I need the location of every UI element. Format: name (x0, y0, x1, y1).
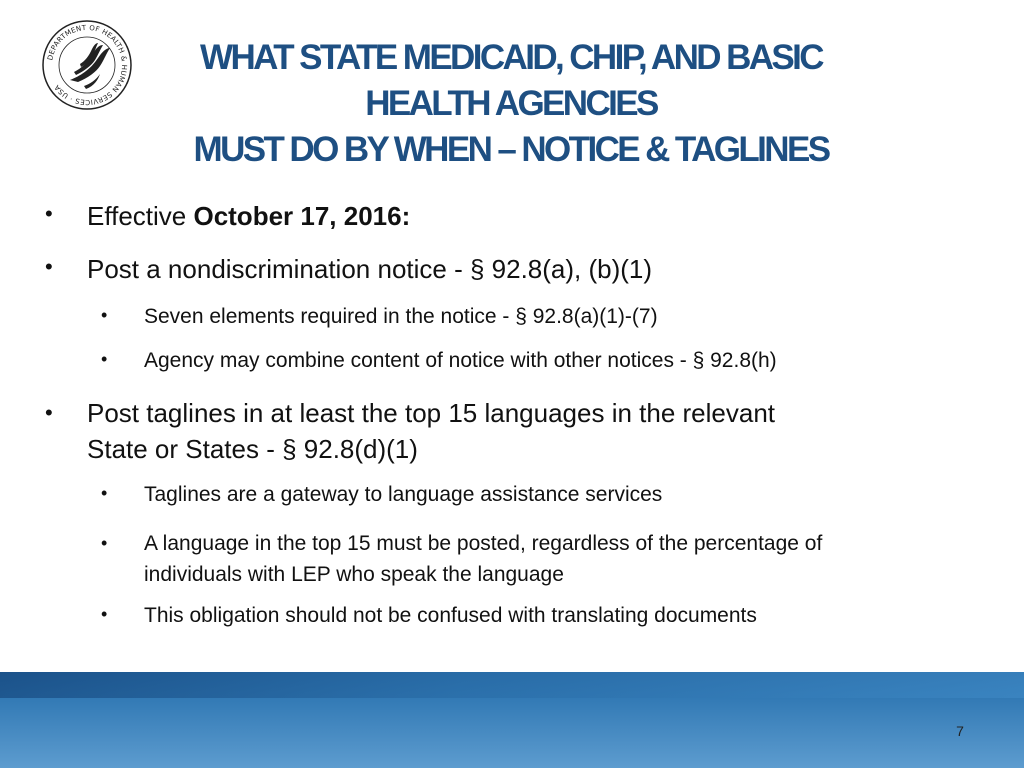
subbullet-taglines-gateway (101, 483, 663, 507)
bullet-text: Post a nondiscrimination notice - § 92.8(a), (b)(1) (87, 254, 653, 284)
bullet-text-line-1: Post taglines in at least the top 15 languages in the relevant (87, 398, 776, 428)
footer-band (0, 672, 1024, 768)
bullet-text: This obligation should not be confused with translating documents (144, 604, 757, 627)
footer-stripe (0, 672, 1024, 698)
bullet-dot-icon: • (101, 483, 108, 503)
bullet-dot-icon: • (45, 254, 53, 279)
bullet-dot-icon: • (45, 400, 53, 425)
bullet-text: Effective (87, 201, 194, 231)
page-number: 7 (956, 723, 964, 739)
bullet-text-line-2: State or States - § 92.8(d)(1) (87, 434, 418, 464)
title-line-3: MUST DO BY WHEN – NOTICE & TAGLINES (193, 130, 829, 169)
bullet-text: Seven elements required in the notice - § 92.8(a)(1)-(7) (144, 305, 658, 328)
bullet-post-taglines (45, 395, 776, 467)
title-line-1: WHAT STATE MEDICAID, CHIP, AND BASIC (200, 38, 822, 77)
bullet-text-line-2: individuals with LEP who speak the language (144, 563, 564, 586)
bullet-dot-icon: • (101, 604, 108, 624)
bullet-bold-text: October 17, 2016: (193, 201, 411, 231)
bullet-text-line-1: A language in the top 15 must be posted, regardless of the percentage of (144, 532, 823, 555)
subbullet-combine-notices (101, 349, 777, 373)
svg-text:DEPARTMENT OF HEALTH & HUMAN S: DEPARTMENT OF HEALTH & HUMAN SERVICES · USA (46, 23, 129, 107)
bullet-post-notice (45, 254, 653, 285)
subbullet-not-translating (101, 604, 757, 628)
bullet-effective-date (45, 201, 411, 232)
bullet-dot-icon: • (101, 305, 108, 325)
slide-title (110, 35, 912, 173)
bullet-dot-icon: • (101, 349, 108, 369)
bullet-text: Taglines are a gateway to language assistance services (144, 483, 663, 506)
subbullet-seven-elements (101, 305, 658, 329)
subbullet-top-15-language (101, 528, 823, 590)
title-line-2: HEALTH AGENCIES (365, 84, 657, 123)
bullet-dot-icon: • (45, 201, 53, 226)
bullet-dot-icon: • (101, 533, 108, 553)
bullet-text: Agency may combine content of notice with other notices - § 92.8(h) (144, 349, 777, 372)
